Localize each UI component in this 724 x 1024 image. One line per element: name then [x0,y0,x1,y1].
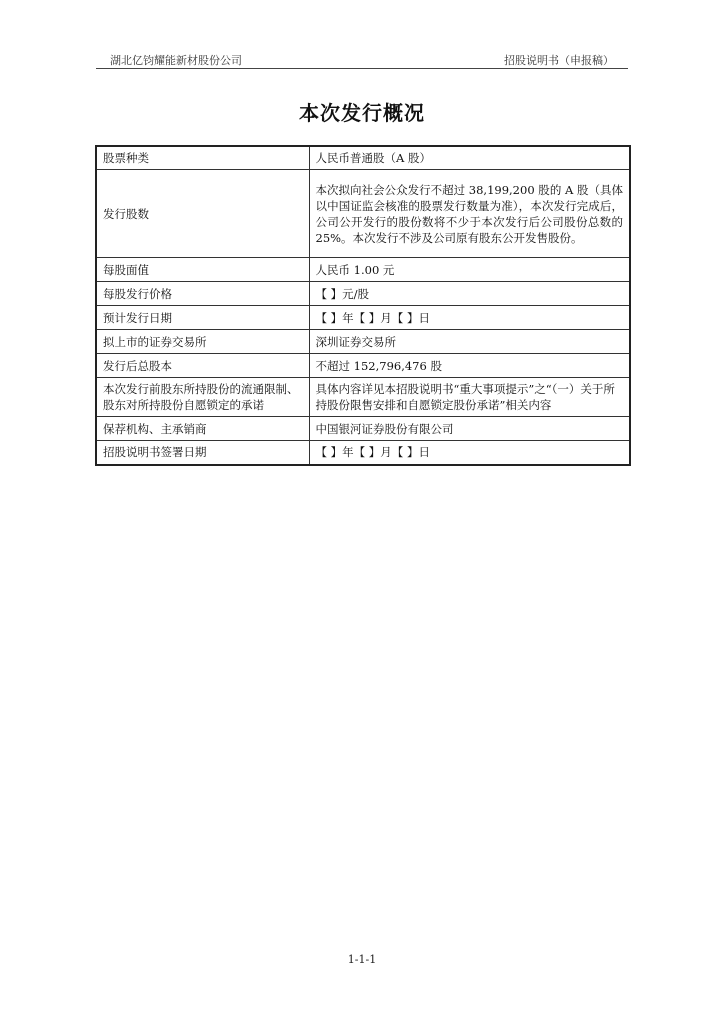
row-value: 人民币 1.00 元 [309,258,630,282]
offering-overview-table [95,145,631,466]
row-label: 本次发行前股东所持股份的流通限制、股东对所持股份自愿锁定的承诺 [96,378,309,417]
row-label: 保荐机构、主承销商 [96,417,309,441]
row-label: 预计发行日期 [96,306,309,330]
row-value: 具体内容详见本招股说明书“重大事项提示”之“（一）关于所持股份限售安排和自愿锁定股份承诺”相关内容 [309,378,630,417]
page-title: 本次发行概况 [299,101,425,125]
row-label: 发行股数 [96,170,309,258]
row-value: 本次拟向社会公众发行不超过 38,199,200 股的 A 股（具体以中国证监会核准的股票发行数量为准），本次发行完成后， 公司公开发行的股份数将不少于本次发行后公司股份总数的 25%。本次发行不涉及公司原有股东公开发售股份。 [309,170,630,258]
row-value: 中国银河证券股份有限公司 [309,417,630,441]
row-value: 【 】年【 】月【 】日 [309,306,630,330]
header-document-type: 招股说明书（申报稿） [504,54,614,67]
row-label: 股票种类 [96,146,309,170]
row-value: 人民币普通股（A 股） [309,146,630,170]
header-company-name: 湖北亿钧耀能新材股份公司 [110,54,242,67]
row-label: 拟上市的证券交易所 [96,330,309,354]
page-header [96,50,628,69]
table-row-underwriter [96,417,630,441]
table-row-signing-date [96,441,630,465]
table-row-lockup-commitment [96,378,630,417]
row-label: 每股发行价格 [96,282,309,306]
row-value: 【 】元/股 [309,282,630,306]
table-row-exchange [96,330,630,354]
table-row-issue-price [96,282,630,306]
table-row-issue-date [96,306,630,330]
row-label: 招股说明书签署日期 [96,441,309,465]
table-row-issue-shares [96,170,630,258]
row-label: 每股面值 [96,258,309,282]
page-number: 1-1-1 [347,953,377,966]
table-row-par-value [96,258,630,282]
row-value: 不超过 152,796,476 股 [309,354,630,378]
table-row-stock-type [96,146,630,170]
row-value: 【 】年【 】月【 】日 [309,441,630,465]
row-label: 发行后总股本 [96,354,309,378]
row-value: 深圳证券交易所 [309,330,630,354]
table-row-total-shares [96,354,630,378]
